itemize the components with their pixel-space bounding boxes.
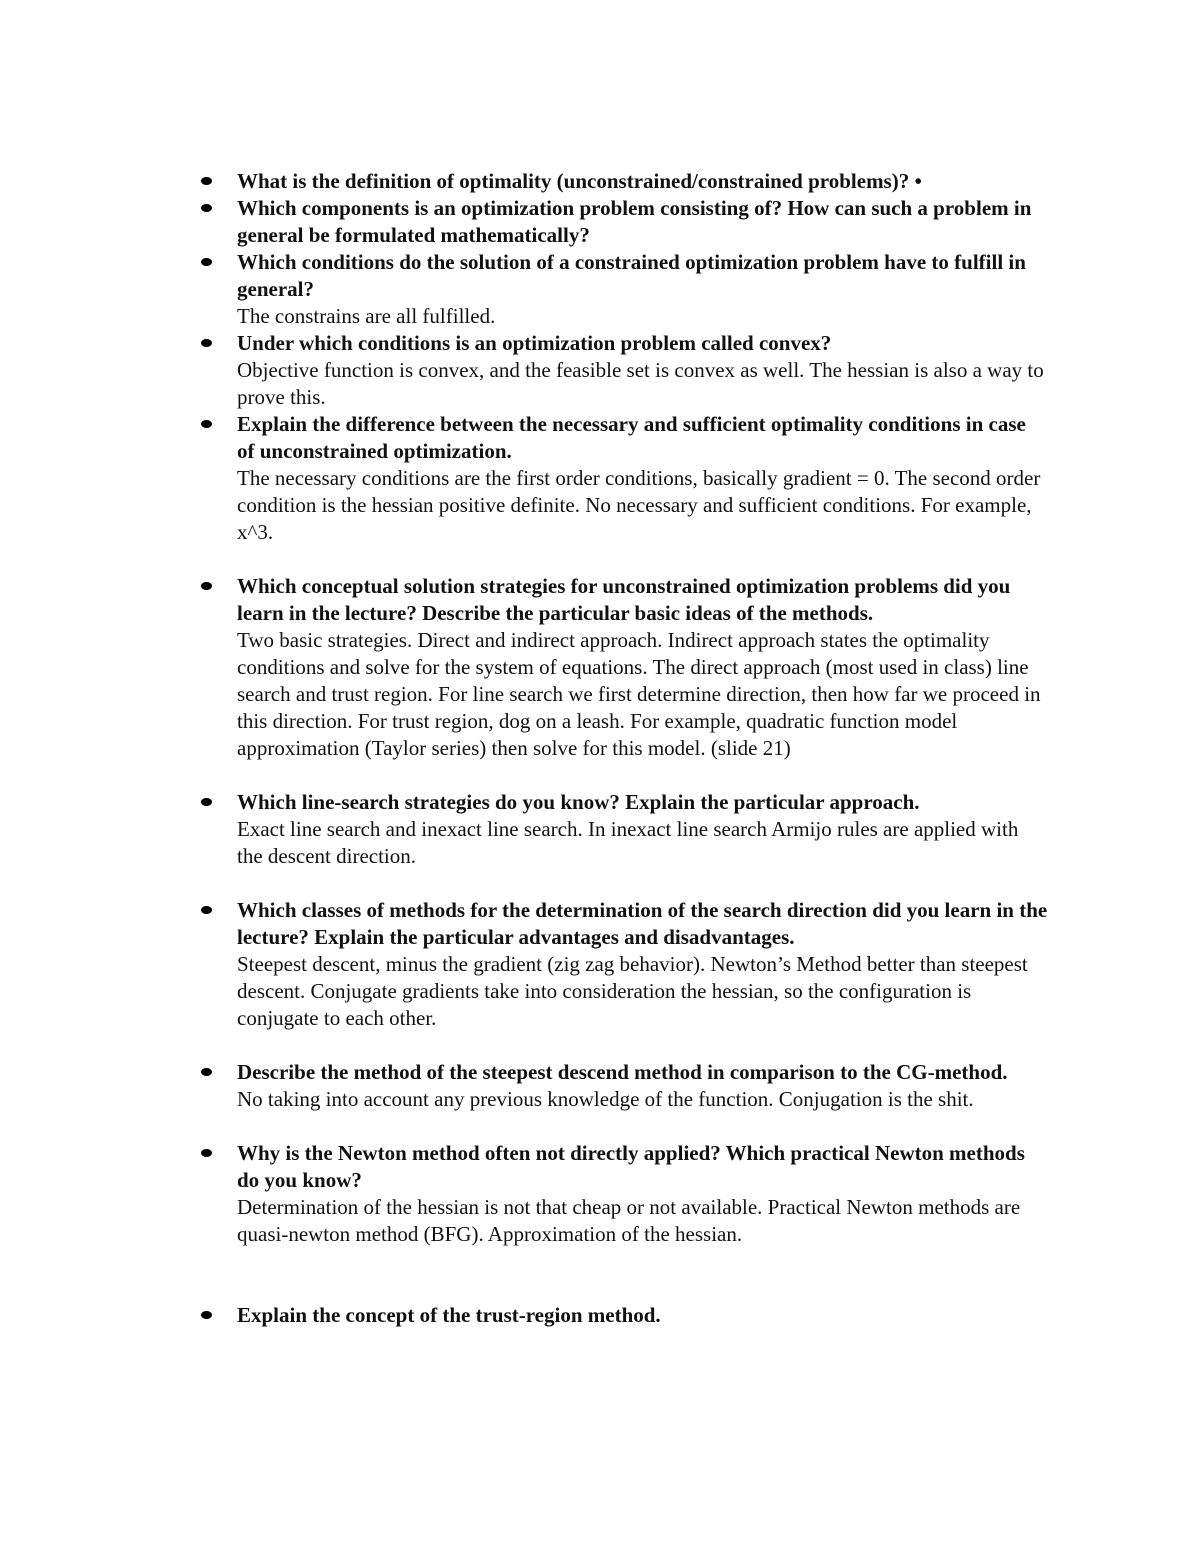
bullet-icon	[201, 339, 212, 347]
list-item	[198, 789, 1048, 870]
list-item	[198, 249, 1048, 330]
bullet-icon	[201, 582, 212, 590]
answer-text: Exact line search and inexact line search. In inexact line search Armijo rules are applied with the descent direction.	[237, 817, 1019, 868]
list-item	[198, 897, 1048, 1032]
list-item	[198, 1302, 1048, 1329]
question-text: Which conditions do the solution of a constrained optimization problem have to fulfill in general?	[237, 250, 1026, 301]
question-text: Which components is an optimization problem consisting of? How can such a problem in general be formulated mathematically?	[237, 196, 1032, 247]
list-item	[198, 168, 1048, 195]
question-list	[198, 168, 1048, 1329]
question-text: Why is the Newton method often not directly applied? Which practical Newton methods do you know?	[237, 1141, 1025, 1192]
answer-text: No taking into account any previous knowledge of the function. Conjugation is the shit.	[237, 1087, 974, 1111]
list-item	[198, 573, 1048, 762]
list-item	[198, 1059, 1048, 1113]
list-item	[198, 330, 1048, 411]
question-text: Under which conditions is an optimization problem called convex?	[237, 331, 832, 355]
bullet-icon	[201, 177, 212, 185]
question-text: What is the definition of optimality (unconstrained/constrained problems)? •	[237, 169, 922, 193]
answer-text: Steepest descent, minus the gradient (zig zag behavior). Newton’s Method better than steepest descent. Conjugate gradients take into consideration the hessian, so the configuration is conjugate to each other.	[237, 952, 1028, 1030]
answer-text: The necessary conditions are the first order conditions, basically gradient = 0. The second order condition is the hessian positive definite. No necessary and sufficient conditions. For example, x^3.	[237, 466, 1041, 544]
question-text: Explain the difference between the necessary and sufficient optimality conditions in case of unconstrained optimization.	[237, 412, 1026, 463]
list-item	[198, 1140, 1048, 1248]
bullet-icon	[201, 258, 212, 266]
answer-text: Determination of the hessian is not that cheap or not available. Practical Newton methods are quasi-newton method (BFG). Approximation of the hessian.	[237, 1195, 1021, 1246]
list-item	[198, 195, 1048, 249]
bullet-icon	[201, 1311, 212, 1319]
answer-text: Objective function is convex, and the feasible set is convex as well. The hessian is also a way to prove this.	[237, 358, 1044, 409]
answer-text: The constrains are all fulfilled.	[237, 304, 496, 328]
question-text: Describe the method of the steepest descend method in comparison to the CG-method.	[237, 1060, 1008, 1084]
bullet-icon	[201, 798, 212, 806]
bullet-icon	[201, 1149, 212, 1157]
question-text: Which conceptual solution strategies for unconstrained optimization problems did you learn in the lecture? Describe the particular basic ideas of the methods.	[237, 574, 1011, 625]
bullet-icon	[201, 420, 212, 428]
bullet-icon	[201, 204, 212, 212]
question-text: Which classes of methods for the determination of the search direction did you learn in the lecture? Explain the particular advantages and disadvantages.	[237, 898, 1048, 949]
question-text: Explain the concept of the trust-region method.	[237, 1303, 661, 1327]
bullet-icon	[201, 1068, 212, 1076]
bullet-icon	[201, 906, 212, 914]
answer-text: Two basic strategies. Direct and indirect approach. Indirect approach states the optimality conditions and solve for the system of equations. The direct approach (most used in class) line search and trust region. For line search we first determine direction, then how far we proceed in this direction. For trust region, dog on a leash. For example, quadratic function model approximation (Taylor series) then solve for this model. (slide 21)	[237, 628, 1041, 760]
list-item	[198, 411, 1048, 546]
question-text: Which line-search strategies do you know? Explain the particular approach.	[237, 790, 920, 814]
